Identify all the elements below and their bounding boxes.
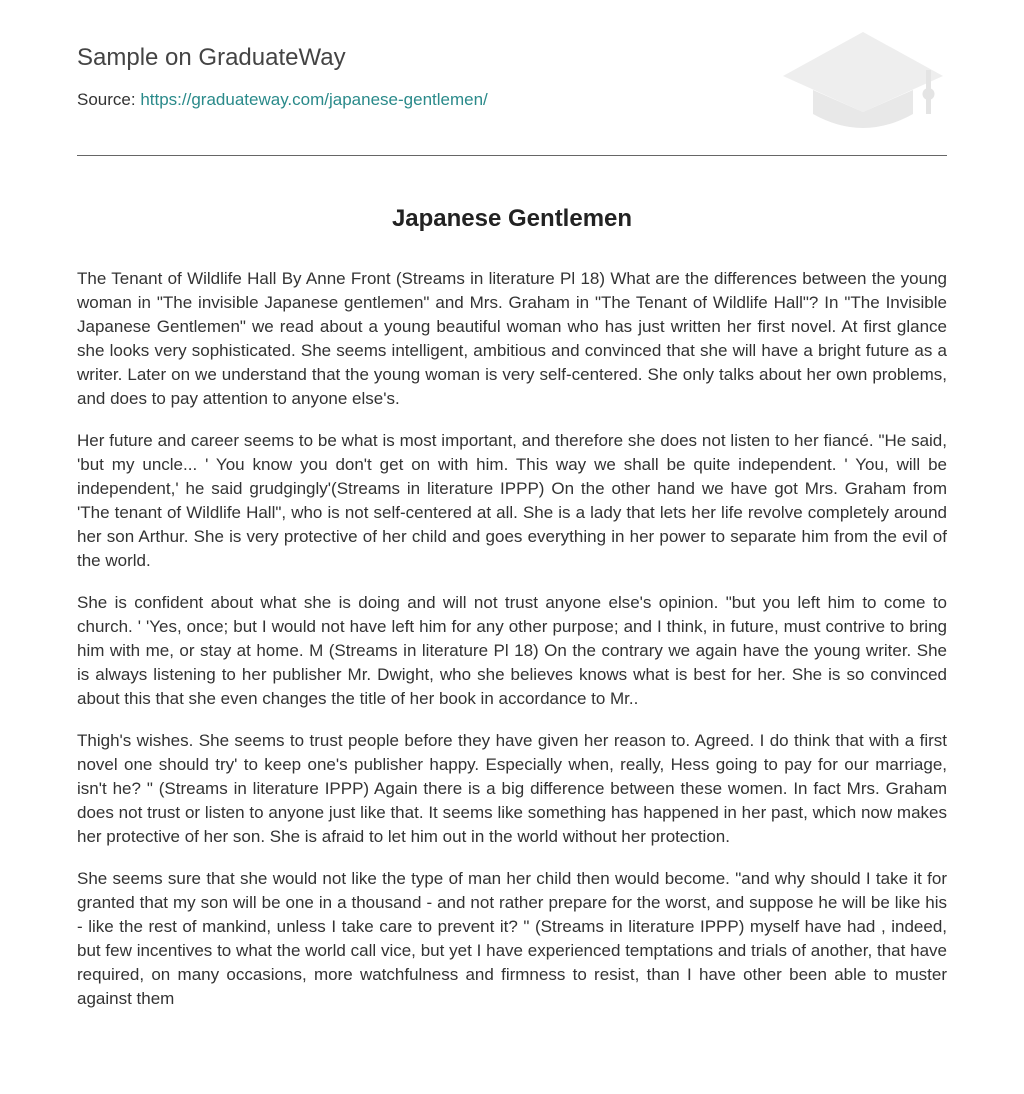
graduation-cap-icon <box>779 30 947 134</box>
document-title: Japanese Gentlemen <box>391 205 633 232</box>
paragraph-5: She seems sure that she would not like the type of man her child then would become. "and why should I take it for granted that my son will be one in a thousand - and not rather prepare for the worst, and suppose he will be like his - like the rest of mankind, unless I take care to prevent it? " (Streams in literature IPPP) myself have had , indeed, but few incentives to what the world call vice, but yet I have experienced temptations and trials of another, that have required, on many occasions, more watchfulness and firmness to resist, than I have other been able to muster against them <box>77 869 947 1008</box>
paragraph-4: Thigh's wishes. She seems to trust people before they have given her reason to. Agreed. I do think that with a first novel one should try' to keep one's publisher happy. Especially when, really, Hess going to pay for our marriage, isn't he? " (Streams in literature IPPP) Again there is a big difference between these women. In fact Mrs. Graham does not trust or listen to anyone just like that. It seems like something has happened in her past, which now makes her protective of her son. She is afraid to let him out in the world without her protection. <box>77 731 947 846</box>
cap-tassel-knob <box>923 88 935 100</box>
header-divider <box>77 155 947 156</box>
paragraph-2: Her future and career seems to be what is most important, and therefore she does not listen to her fiancé. "He said, 'but my uncle... ' You know you don't get on with him. This way we shall be quite independent. ' You, will be independent,' he said grudgingly'(Streams in literature IPPP) On the other hand we have got Mrs. Graham from 'The tenant of Wildlife Hall", who is not self-centered at all. She is a lady that lets her life revolve completely around her son Arthur. She is very protective of her child and goes everything in her power to separate him from the evil of the world. <box>77 431 947 570</box>
source-link[interactable]: https://graduateway.com/japanese-gentlemen/ <box>140 90 488 109</box>
paragraph-3: She is confident about what she is doing and will not trust anyone else's opinion. "but you left him to come to church. ' 'Yes, once; but I would not have left him for any other purpose; and I think, in future, must contrive to bring him with me, or stay at home. M (Streams in literature Pl 18) On the contrary we again have the young writer. She is always listening to her publisher Mr. Dwight, who she believes knows what is best for her. She is so convinced about this that she even changes the title of her book in accordance to Mr.. <box>77 593 947 708</box>
cap-board <box>783 32 943 112</box>
source-label: Source: <box>77 90 136 109</box>
page-header <box>77 0 947 156</box>
site-title: Sample on GraduateWay <box>77 44 346 71</box>
paragraph-1: The Tenant of Wildlife Hall By Anne Front (Streams in literature Pl 18) What are the differences between the young woman in "The invisible Japanese gentlemen" and Mrs. Graham in "The Tenant of Wildlife Hall"? In "The Invisible Japanese Gentlemen" we read about a young beautiful woman who has just written her first novel. At first glance she looks very sophisticated. She seems intelligent, ambitious and convinced that she will have a bright future as a writer. Later on we understand that the young woman is very self-centered. She only talks about her own problems, and does to pay attention to anyone else's. <box>77 269 947 408</box>
document-body <box>77 267 947 1029</box>
source-line <box>77 90 488 110</box>
